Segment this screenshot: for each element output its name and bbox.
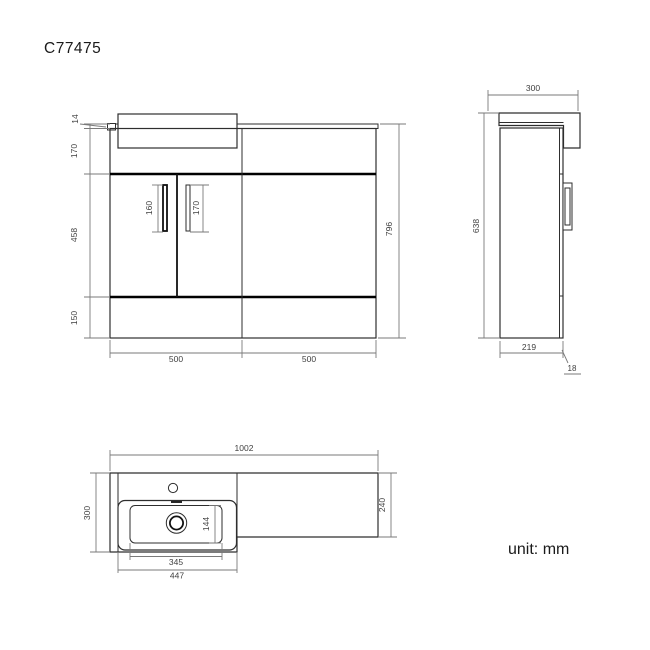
plan-top-dimension [110,443,378,471]
side-bottom-dimension [500,341,581,374]
dim-bowl-inner-width: 345 [168,557,184,567]
dim-panel-thickness: 18 [567,364,577,373]
dim-cabinet-height: 638 [471,218,481,234]
front-right-dimension [378,124,406,338]
plan-left-dimension [82,473,110,552]
dim-worktop-thickness: 14 [70,114,80,124]
dim-bowl-inner-depth: 144 [201,516,211,532]
worktop-plan-outline [110,473,378,552]
dim-worktop-depth: 240 [377,497,387,513]
side-top-dimension [488,83,578,111]
dim-right-handle: 170 [191,200,201,216]
unit-label: unit: mm [508,541,570,558]
dim-basin-section-depth: 300 [82,505,92,521]
side-view [471,83,581,374]
dim-door-height: 458 [69,227,79,243]
basin-front [118,114,237,148]
dim-plinth-height: 150 [69,310,79,326]
handle-side-inner [565,188,570,225]
dim-base-depth: 219 [521,342,537,352]
right-door-handle [186,185,190,231]
front-elevation-view [69,114,406,364]
side-height-dimension [471,113,500,338]
dim-left-handle: 160 [144,200,154,216]
drawing-title: C77475 [44,40,102,57]
dim-depth: 300 [525,83,541,93]
dim-upper-gap: 170 [69,143,79,159]
plan-right-dimension [377,473,397,537]
dim-overall-height: 796 [384,221,394,237]
dim-left-section-width: 500 [168,354,184,364]
plan-view [82,443,397,581]
front-bottom-dimensions [110,340,376,364]
left-door-handle [163,185,167,231]
dim-right-section-width: 500 [301,354,317,364]
dim-overall-width: 1002 [234,443,254,453]
side-panel [500,128,563,338]
dim-basin-width: 447 [169,570,185,581]
cabinet-outline [110,129,376,339]
front-left-dimensions [69,114,110,338]
worktop-side-profile [499,113,580,148]
